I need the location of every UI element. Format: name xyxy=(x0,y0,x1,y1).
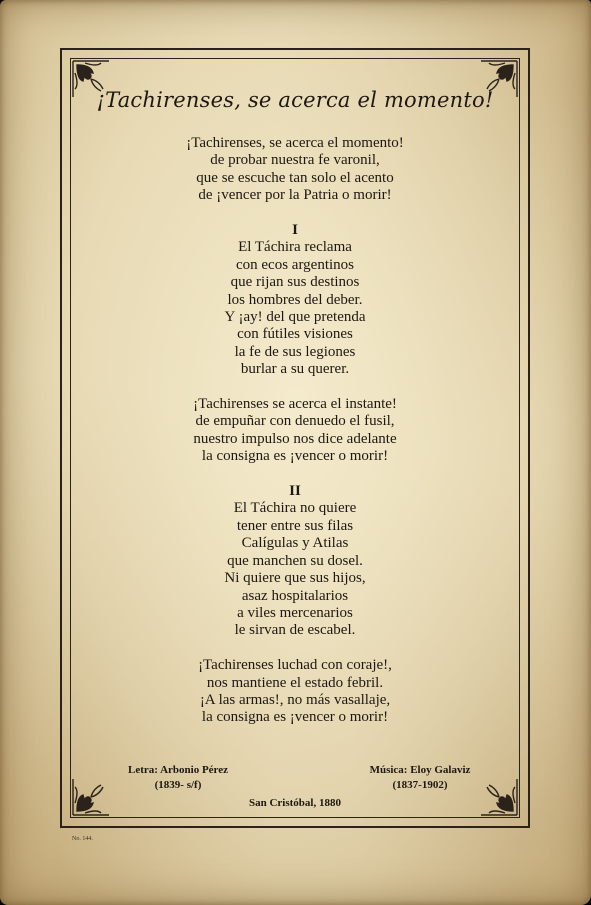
lyricist-dates: (1839- s/f) xyxy=(154,779,202,791)
verse-line: la consigna es ¡vencer o morir! xyxy=(201,448,389,465)
stanza-numeral: I xyxy=(292,222,298,239)
verse-line: ¡Tachirenses se acerca el instante! xyxy=(193,396,397,413)
verse-line: los hombres del deber. xyxy=(227,291,363,308)
ornament-corner-icon xyxy=(71,777,111,817)
chorus-stanza xyxy=(80,396,510,466)
verse-line: Ni quiere que sus hijos, xyxy=(224,570,366,587)
anthem-verses xyxy=(80,135,510,744)
ornament-corner-icon xyxy=(479,777,519,817)
verse-line: le sirvan de escabel. xyxy=(234,622,356,639)
verse-line: a viles mercenarios xyxy=(237,604,353,621)
verse-line: la consigna es ¡vencer o morir! xyxy=(201,709,389,726)
verse-line: que rijan sus destinos xyxy=(230,274,360,291)
verse-line: El Táchira reclama xyxy=(238,239,352,256)
verse-line: que se escuche tan solo el acento xyxy=(196,169,394,186)
verse-line: nos mantiene el estado febril. xyxy=(206,674,384,691)
verse-line: tener entre sus filas xyxy=(236,517,354,534)
verse-line: con fútiles visiones xyxy=(237,326,353,343)
verse-line: Calígulas y Atilas xyxy=(241,535,349,552)
verse-line: de probar nuestra fe varonil, xyxy=(210,152,380,169)
verse-line: de empuñar con denuedo el fusil, xyxy=(195,413,395,430)
lyrics-credit xyxy=(118,763,238,793)
verse-line: asaz hospitalarios xyxy=(241,587,349,604)
verse-line: la fe de sus legiones xyxy=(234,343,356,360)
composer-name: Música: Eloy Galaviz xyxy=(369,764,471,776)
verse-line: con ecos argentinos xyxy=(235,256,355,273)
anthem-title: ¡Tachirenses, se acerca el momento! xyxy=(96,88,494,112)
verse-line: que manchen su dosel. xyxy=(227,552,363,569)
stanza-one xyxy=(80,222,510,379)
verse-line: ¡Tachirenses luchad con coraje!, xyxy=(198,657,392,674)
verse-line: burlar a su querer. xyxy=(240,361,350,378)
chorus-stanza xyxy=(80,657,510,727)
place-date: San Cristóbal, 1880 xyxy=(249,797,341,809)
music-credit xyxy=(360,763,480,793)
stanza-numeral: II xyxy=(289,483,301,500)
stanza-two xyxy=(80,483,510,640)
chorus-stanza xyxy=(80,135,510,205)
composer-dates: (1837-1902) xyxy=(392,779,448,791)
verse-line: Y ¡ay! del que pretenda xyxy=(224,309,366,326)
verse-line: El Táchira no quiere xyxy=(233,500,357,517)
lyricist-name: Letra: Arbonio Pérez xyxy=(128,764,228,776)
catalog-number: No. 144. xyxy=(72,836,93,842)
verse-line: nuestro impulso nos dice adelante xyxy=(193,430,397,447)
verse-line: ¡Tachirenses, se acerca el momento! xyxy=(186,135,404,151)
verse-line: ¡A las armas!, no más vasallaje, xyxy=(199,691,391,708)
verse-line: de ¡vencer por la Patria o morir! xyxy=(198,187,392,204)
